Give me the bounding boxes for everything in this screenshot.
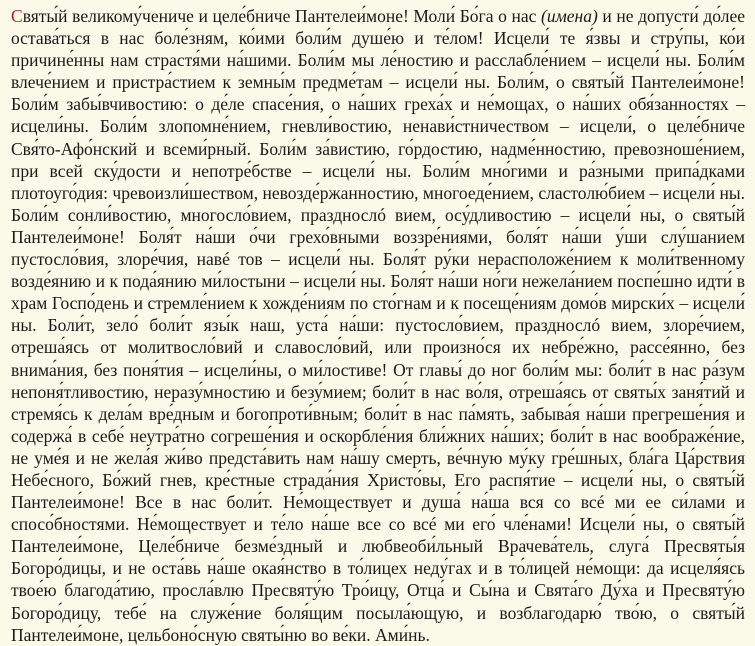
prayer-body: и не допусти́ до́лее остава́ться в нас боле́зням, ко́ими боли́м душе́ю и те́лом! Исцели́ те я́звы и стру́пы, ко́и причине́нны нам страстя́ми на́шими. Боли́м мы ле́ностию и расслабле́нием – исцели́ ны. Боли́м влече́нием и пристра́стием к земны́м предме́там – исцели́ ны. Боли́м, о святы́й Пантелеи́моне! Боли́м забы́вчивостию: о де́ле спасе́ния, о на́ших греха́х и не́мощах, о на́ших обя́занностях – исцели́ны. Боли́м злопомне́нием, гневли́востию, ненави́стничеством – исцели́, о целе́бниче Свя́то-Афо́нский и всеми́рный. Боли́м за́вистию, го́рдостию, надме́нностию, превозноше́нием, при всей ску́дости и непотре́бстве – исцели́ ны. Боли́м мно́гими и ра́зными припа́дками плотоуго́дия: чревоизли́шеством, невозде́ржанностию, многоеде́нием, сластолю́бием – исцели́ ны. Боли́м сонли́востию, многосло́вием, празднослó вием, осу́дливостию – исцели́ ны, о святы́й Пантелеи́моне! Боля́т на́ши о́чи грехо́вными воззре́ниями, боля́т на́ши у́ши слу́шанием пустосло́вия, злоре́чия, навé тов – исцели́ ны. Боля́т ру́ки нерасположе́нием к моли́твенному возде́янию и к пода́янию ми́лостыни – исцели́ ны. Боля́т на́ши но́ги нежела́нием поспе́шно идти́ в храм Госпо́день и стремле́нием к хожде́ниям по сто́гнам и к посеще́ниям домо́в мирски́х – исцели́ ны. Боли́т, зело́ боли́т язы́к наш, уста́ на́ши: пустосло́вием, празднослó вием, злоре́чием, отреша́ясь от молитвосло́вий и славосло́вий, или произно́ся их небре́жно, рассе́янно, без внима́ния, без поня́тия – исцели́ны, о ми́лостиве! От главы́ до ног боли́м мы: боли́т в нас ра́зум непоня́тливостию, неразу́мностию и безу́мием; боли́т в нас во́ля, отреша́ясь от святы́х заня́тий и стремя́сь к дела́м вре́дным и богопроти́вным; боли́т в нас па́мять, забыва́я на́ши прегреше́ния и содержа́ в себе́ неутра́тно согреше́ния и оскорбле́ния бли́жних на́ших; боли́т в нас воображе́ние, не уме́я и не жела́я жи́во предста́вить нам на́шу смерть, ве́чную му́ку гре́шных, бла́га Ца́рствия Небе́сного, Бо́жий гнев, кре́стные страда́ния Христо́вы, Его распя́тие – исцели́ ны, о святы́й Пантелеи́моне! Все в нас боли́т. Не́моществует и душа́ на́ша вся со всé ми ее си́лами и спосо́бностями. Не́моществует и те́ло на́ше все со всé ми его́ чле́нами! Исцели́ ны, о святы́й Пантелеи́моне, Целе́бниче безме́здный и любвеоби́льный Врачева́тель, слуга́ Пресвяты́я Богоро́дицы, и не оста́вь на́ше окая́нство в то́лицех неду́гах и в то́лицей не́мощи: да исцеля́ясь твое́ю благода́тию, просла́влю Пресвяту́ю Тро́ицу, Отца́ и Сы́на и Свята́го Ду́ха и Пресвяту́ю Богоро́дицу, тебе́ на служе́ние боля́щим посыла́ющую, и возблагодарю́ тво́ю, о святы́й Пантелеи́моне, цельбоно́сную святы́ню во ве́ки. Ами́нь.	[11, 6, 746, 645]
prayer-initial-letter: С	[11, 6, 23, 26]
prayer-opening: вяты́й великому́чениче и целе́бниче Пантелеи́моне! Моли́ Бо́га о нас	[22, 6, 537, 26]
names-placeholder: (имена)	[541, 6, 598, 26]
prayer-text	[11, 5, 745, 646]
